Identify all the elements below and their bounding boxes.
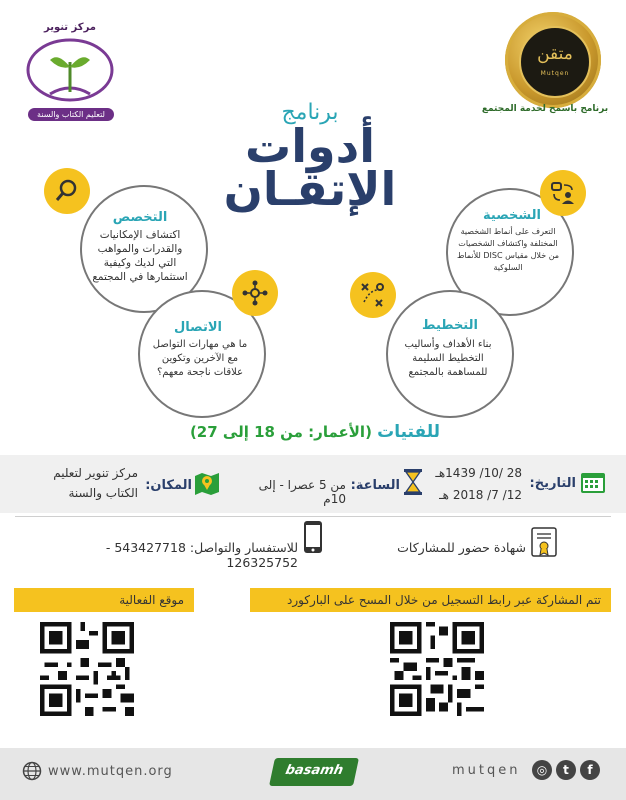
title-prefix: برنامج	[281, 100, 339, 125]
mutqen-logo-latin: Mutqen	[540, 70, 570, 77]
instagram-icon[interactable]: ◎	[532, 760, 552, 780]
age-prefix: للفتيات	[377, 422, 441, 442]
age-range: (الأعمار: من 18 إلى 27)	[189, 423, 372, 441]
sponsor-logo	[269, 758, 359, 786]
title-line-2: الإتقـان	[223, 162, 397, 216]
specialization-title: التخصص	[112, 210, 168, 225]
tanweer-logo-tagline: لتعليم الكتاب والسنة	[28, 108, 114, 121]
hourglass-icon	[402, 468, 424, 496]
sponsor-logo-text: basamh	[284, 763, 345, 778]
mutqen-logo-word: متقن	[537, 44, 573, 64]
personality-desc: التعرف على أنماط الشخصية المختلفة واكتشاف الشخصيات من خلال مقياس DISC للأنماط السلوكية	[456, 227, 560, 272]
tanweer-logo	[20, 12, 120, 119]
location-qr-code[interactable]	[40, 622, 134, 716]
website-link[interactable]: www.mutqen.org	[48, 764, 173, 779]
time-label: الساعة:	[350, 478, 400, 493]
certificate-text: شهادة حضور للمشاركات	[397, 540, 526, 555]
date-gregorian: 12/ 7/ 2018 هـ	[439, 488, 522, 502]
globe-icon	[22, 761, 42, 781]
communication-desc: ما هي مهارات التواصل مع الآخرين وتكوين علاقات ناجحة معهم؟	[152, 339, 248, 378]
specialization-badge	[44, 168, 90, 214]
communication-badge	[232, 270, 278, 316]
place-label: المكان:	[145, 478, 192, 493]
tanweer-logo-name: مركز تنوير	[43, 22, 96, 33]
date-hijri: 28 /10/ 1439هـ	[435, 466, 522, 480]
age-line	[180, 422, 450, 442]
facebook-icon[interactable]: f	[580, 760, 600, 780]
location-label: موقع الفعالية	[14, 588, 194, 612]
date-label: التاريخ:	[529, 476, 576, 491]
specialization-desc: اكتشاف الإمكانيات والقدرات والمواهب التي لديك وكيفية استثمارها في المجتمع	[92, 229, 188, 283]
social-handle: mutqen	[452, 763, 521, 778]
registration-qr-code[interactable]	[390, 622, 484, 716]
person-arrows-icon	[550, 180, 576, 206]
footer-bar	[0, 748, 626, 800]
calendar-icon	[580, 470, 606, 494]
strategy-icon	[360, 282, 386, 308]
time-value: من 5 عصرا - إلى 10م	[258, 478, 346, 506]
place-value-line1: مركز تنوير لتعليم	[53, 466, 138, 480]
title-line-1: أدوات	[245, 119, 375, 173]
communication-title: الاتصال	[174, 320, 222, 335]
contact-text: للاستفسار والتواصل: 543427718 - 126325752	[105, 540, 298, 570]
personality-title: الشخصية	[483, 208, 541, 223]
place-value-line2: الكتاب والسنة	[68, 486, 138, 500]
planning-badge	[350, 272, 396, 318]
certificate-icon	[530, 526, 558, 558]
mobile-phone-icon	[303, 520, 323, 554]
program-tagline: برنامج باسمح لخدمة المجتمع	[481, 104, 609, 114]
mutqen-logo	[505, 12, 601, 108]
network-icon	[242, 280, 268, 306]
planning-desc: بناء الأهداف وأساليب التخطيط السليمة للمساهمة بالمجتمع	[404, 339, 492, 378]
magnifier-icon	[54, 178, 80, 204]
registration-label: تتم المشاركة عبر رابط التسجيل من خلال المسح على الباركورد	[250, 588, 611, 612]
map-icon	[194, 470, 220, 496]
twitter-icon[interactable]: t	[556, 760, 576, 780]
divider	[15, 516, 611, 517]
planning-title: التخطيط	[422, 318, 478, 333]
